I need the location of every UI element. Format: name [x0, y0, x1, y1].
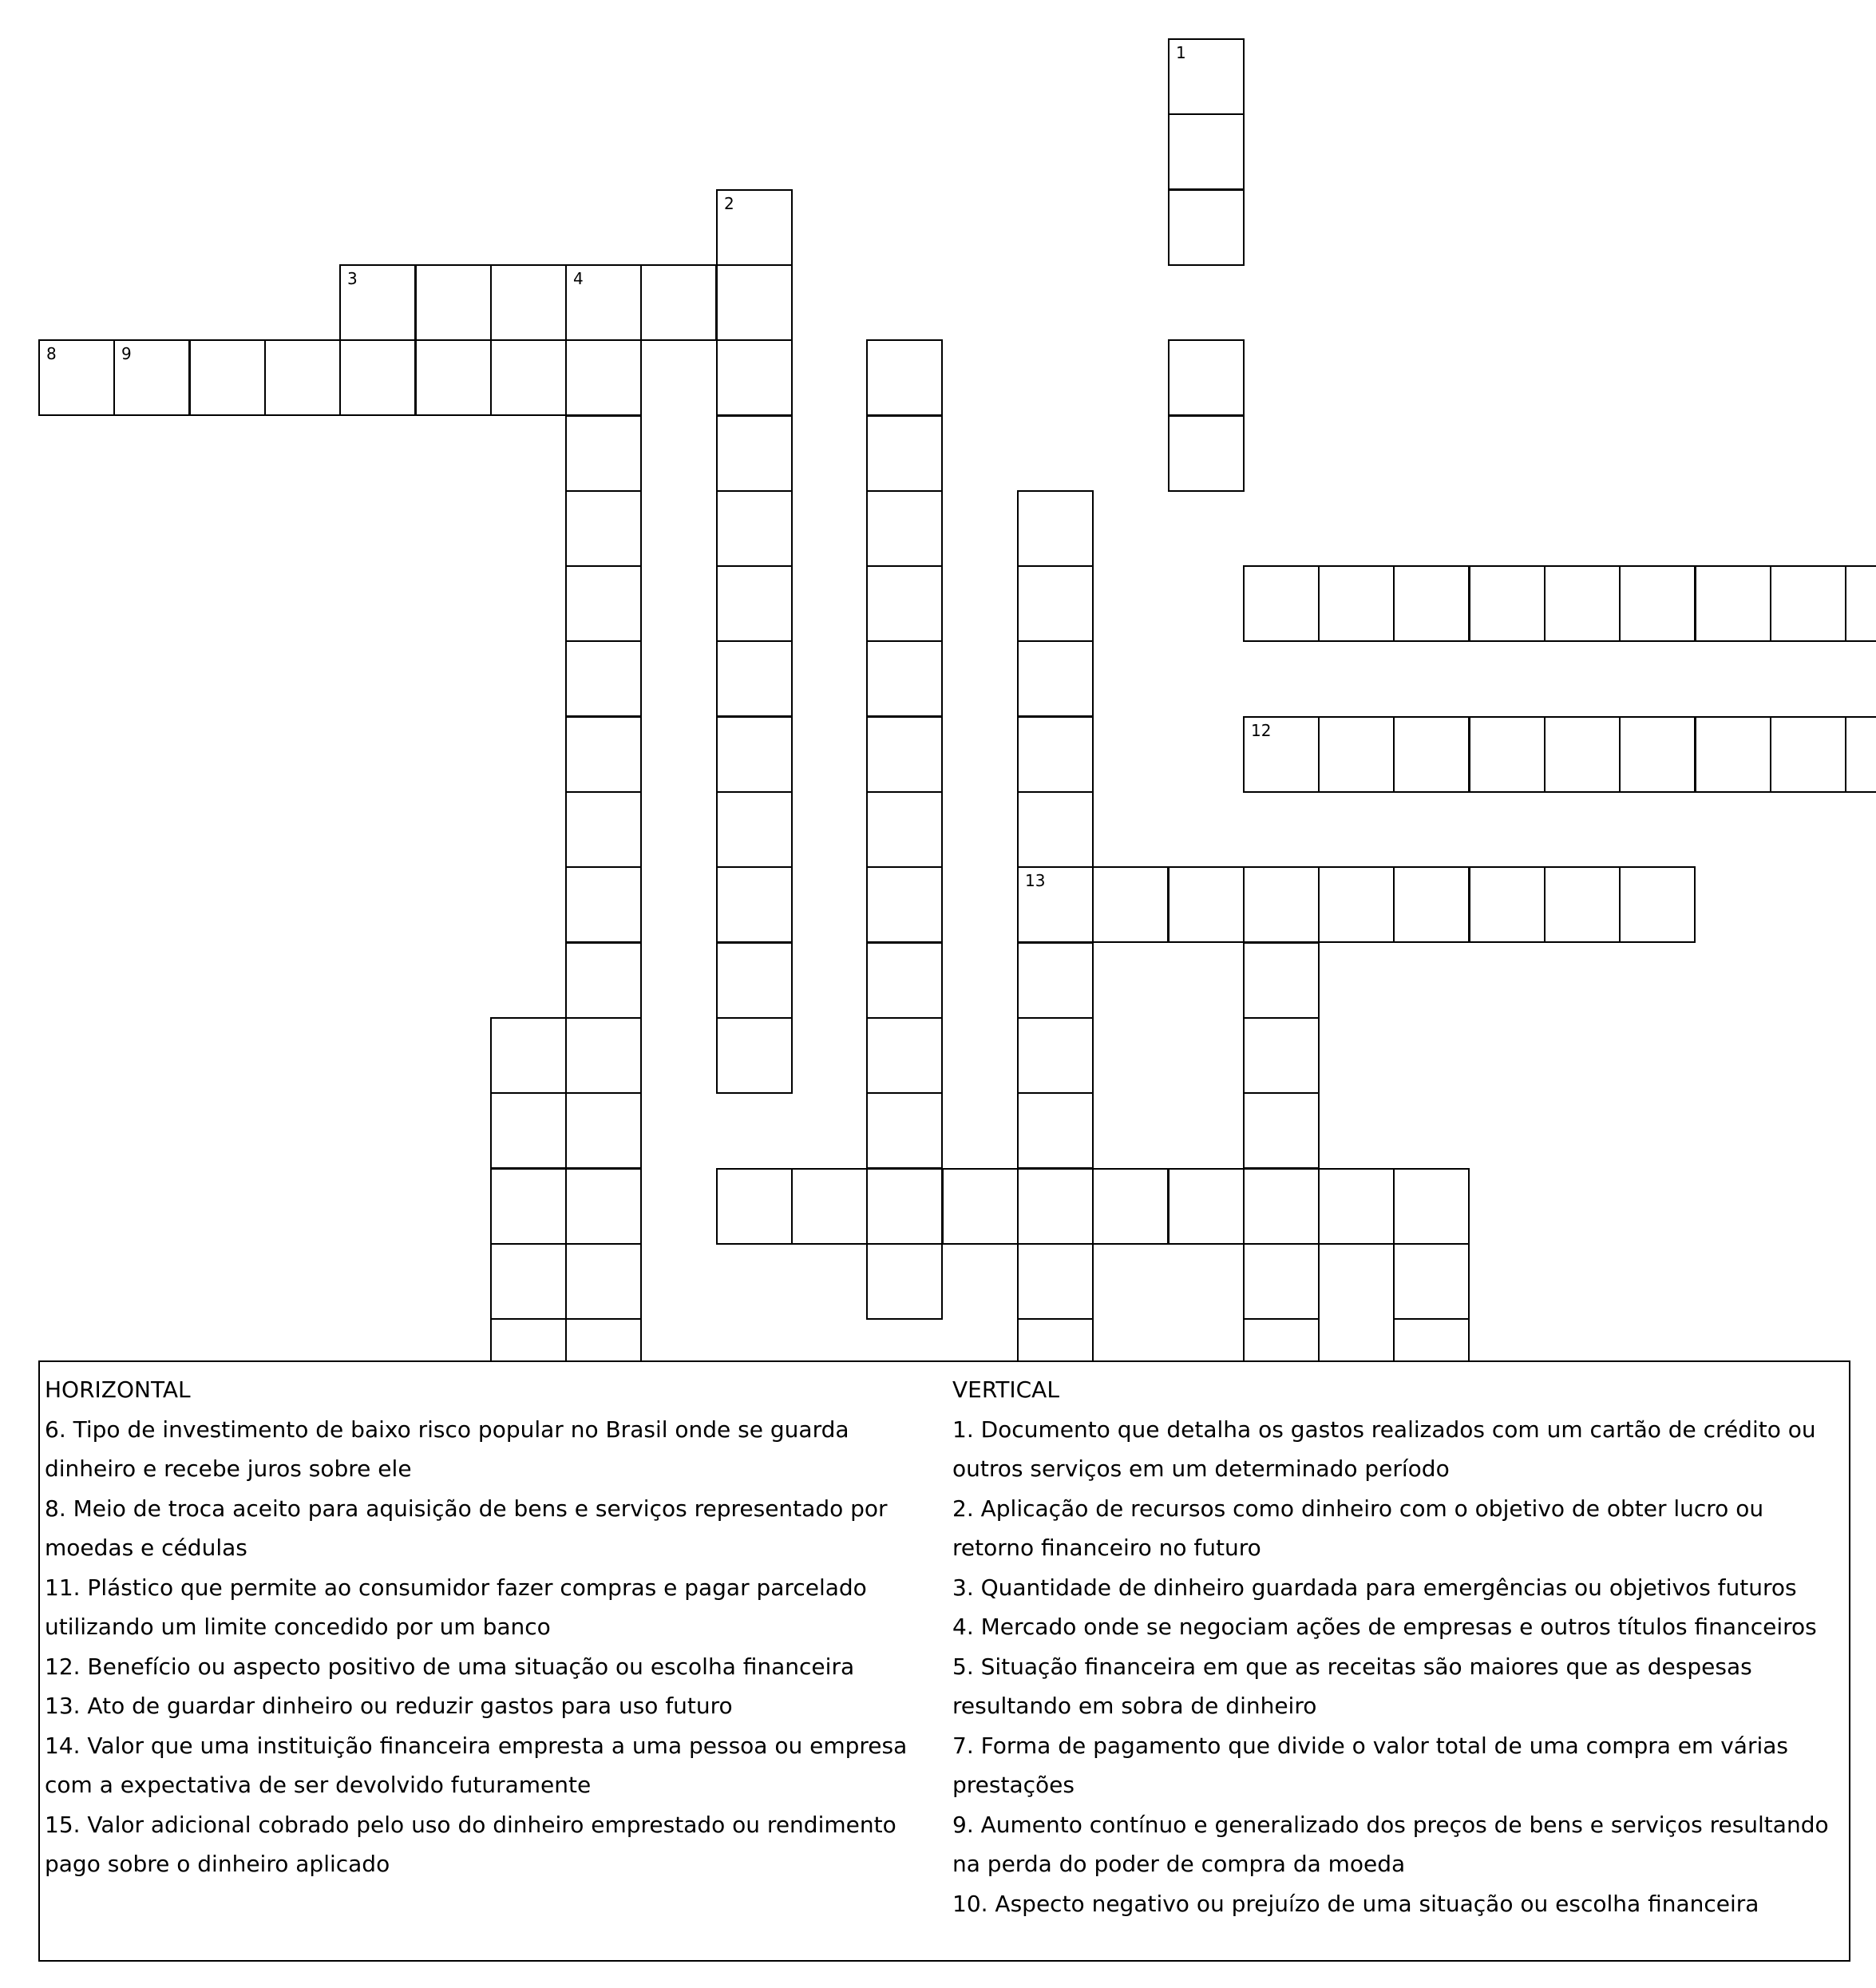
grid-cell[interactable] — [565, 339, 642, 416]
grid-cell[interactable] — [866, 942, 943, 1019]
grid-cell[interactable] — [264, 339, 341, 416]
clue-v-5: 5. Situação financeira em que as receitas são maiores que as despesas resultando em sobra de dinheiro — [952, 1653, 1752, 1719]
grid-cell[interactable] — [490, 1168, 567, 1245]
grid-cell[interactable] — [1393, 1243, 1470, 1320]
grid-cell[interactable] — [1845, 716, 1876, 793]
grid-cell[interactable] — [1092, 1168, 1169, 1245]
grid-cell[interactable] — [565, 565, 642, 642]
clue-v-7: 7. Forma de pagamento que divide o valor total de uma compra em várias prestações — [952, 1732, 1788, 1798]
grid-cell[interactable] — [716, 1017, 793, 1094]
grid-cell[interactable] — [565, 866, 642, 943]
grid-cell[interactable] — [565, 791, 642, 868]
grid-cell[interactable] — [1168, 38, 1245, 115]
grid-cell[interactable] — [1770, 565, 1846, 642]
grid-cell[interactable] — [1845, 565, 1876, 642]
grid-cell[interactable] — [942, 1168, 1019, 1245]
grid-cell[interactable] — [1168, 113, 1245, 190]
grid-cell[interactable] — [1318, 866, 1395, 943]
grid-cell[interactable] — [866, 490, 943, 567]
grid-cell[interactable] — [1393, 1168, 1470, 1245]
clue-v-4: 4. Mercado onde se negociam ações de empresas e outros títulos financeiros — [952, 1614, 1817, 1640]
clue-h-13: 13. Ato de guardar dinheiro ou reduzir gastos para uso futuro — [45, 1693, 733, 1719]
clue-v-9: 9. Aumento contínuo e generalizado dos preços de bens e serviços resultando na perda do poder de compra da moeda — [952, 1811, 1829, 1877]
grid-cell[interactable] — [490, 264, 567, 341]
grid-cell[interactable] — [565, 716, 642, 793]
grid-cell[interactable] — [1168, 339, 1245, 416]
clue-v-1: 1. Documento que detalha os gastos realizados com um cartão de crédito ou outros serviços em um determinado período — [952, 1416, 1816, 1482]
grid-cell[interactable] — [716, 490, 793, 567]
grid-cell[interactable] — [565, 490, 642, 567]
clue-number: 3 — [347, 269, 358, 288]
horizontal-clues — [45, 1370, 931, 1884]
grid-cell[interactable] — [490, 1092, 567, 1169]
grid-cell[interactable] — [490, 1243, 567, 1320]
clue-v-2: 2. Aplicação de recursos como dinheiro com o objetivo de obter lucro ou retorno financeiro no futuro — [952, 1495, 1764, 1561]
grid-cell[interactable] — [1017, 1243, 1094, 1320]
grid-cell[interactable] — [565, 640, 642, 717]
grid-cell[interactable] — [866, 1243, 943, 1320]
clue-h-15: 15. Valor adicional cobrado pelo uso do dinheiro emprestado ou rendimento pago sobre o dinheiro aplicado — [45, 1811, 896, 1877]
grid-cell[interactable] — [640, 264, 717, 341]
grid-cell[interactable] — [716, 791, 793, 868]
grid-cell[interactable] — [866, 1017, 943, 1094]
grid-cell[interactable] — [1017, 716, 1094, 793]
grid-cell[interactable] — [866, 1092, 943, 1169]
grid-cell[interactable] — [866, 716, 943, 793]
grid-cell[interactable] — [1168, 189, 1245, 266]
grid-cell[interactable] — [866, 1168, 943, 1245]
clue-number: 4 — [573, 269, 584, 288]
clue-number: 13 — [1025, 871, 1046, 890]
grid-cell[interactable] — [1168, 415, 1245, 492]
grid-cell[interactable] — [716, 415, 793, 492]
grid-cell[interactable] — [1318, 565, 1395, 642]
grid-cell[interactable] — [565, 1017, 642, 1094]
grid-cell[interactable] — [866, 565, 943, 642]
grid-cell[interactable] — [1017, 1092, 1094, 1169]
grid-cell[interactable] — [1017, 791, 1094, 868]
grid-cell[interactable] — [1770, 716, 1846, 793]
horizontal-title: HORIZONTAL — [45, 1376, 191, 1403]
grid-cell[interactable] — [565, 942, 642, 1019]
grid-cell[interactable] — [716, 716, 793, 793]
grid-cell[interactable] — [716, 264, 793, 341]
grid-cell[interactable] — [1318, 1168, 1395, 1245]
grid-cell[interactable] — [1243, 1092, 1320, 1169]
grid-cell[interactable] — [1017, 640, 1094, 717]
grid-cell[interactable] — [1092, 866, 1169, 943]
grid-cell[interactable] — [1243, 716, 1320, 793]
grid-cell[interactable] — [1695, 716, 1771, 793]
grid-cell[interactable] — [1017, 565, 1094, 642]
grid-cell[interactable] — [1393, 716, 1470, 793]
grid-cell[interactable] — [113, 339, 190, 416]
clue-h-11: 11. Plástico que permite ao consumidor fazer compras e pagar parcelado utilizando um limite concedido por um banco — [45, 1574, 867, 1640]
clue-v-3: 3. Quantidade de dinheiro guardada para emergências ou objetivos futuros — [952, 1574, 1797, 1601]
grid-cell[interactable] — [1243, 1017, 1320, 1094]
grid-cell[interactable] — [791, 1168, 868, 1245]
grid-cell[interactable] — [565, 415, 642, 492]
grid-cell[interactable] — [866, 791, 943, 868]
grid-cell[interactable] — [565, 1092, 642, 1169]
grid-cell[interactable] — [1017, 866, 1094, 943]
clue-h-6: 6. Tipo de investimento de baixo risco popular no Brasil onde se guarda dinheiro e recebe juros sobre ele — [45, 1416, 849, 1482]
grid-cell[interactable] — [1243, 866, 1320, 943]
clue-number: 1 — [1176, 43, 1186, 62]
grid-cell[interactable] — [866, 415, 943, 492]
grid-cell[interactable] — [1243, 942, 1320, 1019]
grid-cell[interactable] — [1393, 565, 1470, 642]
grid-cell[interactable] — [1017, 942, 1094, 1019]
grid-cell[interactable] — [716, 640, 793, 717]
grid-cell[interactable] — [1243, 565, 1320, 642]
grid-cell[interactable] — [1168, 866, 1245, 943]
grid-cell[interactable] — [415, 264, 492, 341]
vertical-title: VERTICAL — [952, 1376, 1059, 1403]
grid-cell[interactable] — [1017, 490, 1094, 567]
grid-cell[interactable] — [1393, 866, 1470, 943]
grid-cell[interactable] — [716, 866, 793, 943]
grid-cell[interactable] — [1168, 1168, 1245, 1245]
grid-cell[interactable] — [1544, 716, 1621, 793]
grid-cell[interactable] — [716, 942, 793, 1019]
grid-cell[interactable] — [189, 339, 266, 416]
grid-cell[interactable] — [1017, 1017, 1094, 1094]
grid-cell[interactable] — [339, 339, 416, 416]
grid-cell[interactable] — [716, 189, 793, 266]
clue-number: 12 — [1251, 721, 1272, 740]
grid-cell[interactable] — [339, 264, 416, 341]
grid-cell[interactable] — [1619, 565, 1696, 642]
grid-cell[interactable] — [565, 264, 642, 341]
grid-cell[interactable] — [1017, 1168, 1094, 1245]
grid-cell[interactable] — [1469, 866, 1546, 943]
clues-box — [38, 1360, 1850, 1962]
grid-cell[interactable] — [38, 339, 115, 416]
clue-number: 8 — [46, 344, 57, 363]
grid-cell[interactable] — [1318, 716, 1395, 793]
grid-cell[interactable] — [415, 339, 492, 416]
grid-cell[interactable] — [1619, 866, 1696, 943]
vertical-clues — [952, 1370, 1838, 1923]
clue-v-10: 10. Aspecto negativo ou prejuízo de uma situação ou escolha financeira — [952, 1890, 1759, 1917]
grid-cell[interactable] — [866, 339, 943, 416]
grid-cell[interactable] — [1695, 565, 1771, 642]
grid-cell[interactable] — [716, 1168, 793, 1245]
grid-cell[interactable] — [565, 1243, 642, 1320]
grid-cell[interactable] — [490, 1017, 567, 1094]
grid-cell[interactable] — [866, 640, 943, 717]
grid-cell[interactable] — [866, 866, 943, 943]
clue-number: 2 — [724, 194, 734, 213]
clue-h-8: 8. Meio de troca aceito para aquisição de bens e serviços representado por moedas e cédulas — [45, 1495, 888, 1561]
grid-cell[interactable] — [1243, 1243, 1320, 1320]
clue-h-14: 14. Valor que uma instituição financeira empresta a uma pessoa ou empresa com a expectativa de ser devolvido futuramente — [45, 1732, 908, 1798]
grid-cell[interactable] — [565, 1168, 642, 1245]
grid-cell[interactable] — [1469, 565, 1546, 642]
clue-number: 9 — [121, 344, 132, 363]
grid-cell[interactable] — [1469, 716, 1546, 793]
grid-cell[interactable] — [1544, 565, 1621, 642]
grid-cell[interactable] — [1544, 866, 1621, 943]
grid-cell[interactable] — [1619, 716, 1696, 793]
grid-cell[interactable] — [1243, 1168, 1320, 1245]
clue-h-12: 12. Benefício ou aspecto positivo de uma situação ou escolha financeira — [45, 1653, 855, 1680]
grid-cell[interactable] — [716, 339, 793, 416]
grid-cell[interactable] — [490, 339, 567, 416]
grid-cell[interactable] — [716, 565, 793, 642]
